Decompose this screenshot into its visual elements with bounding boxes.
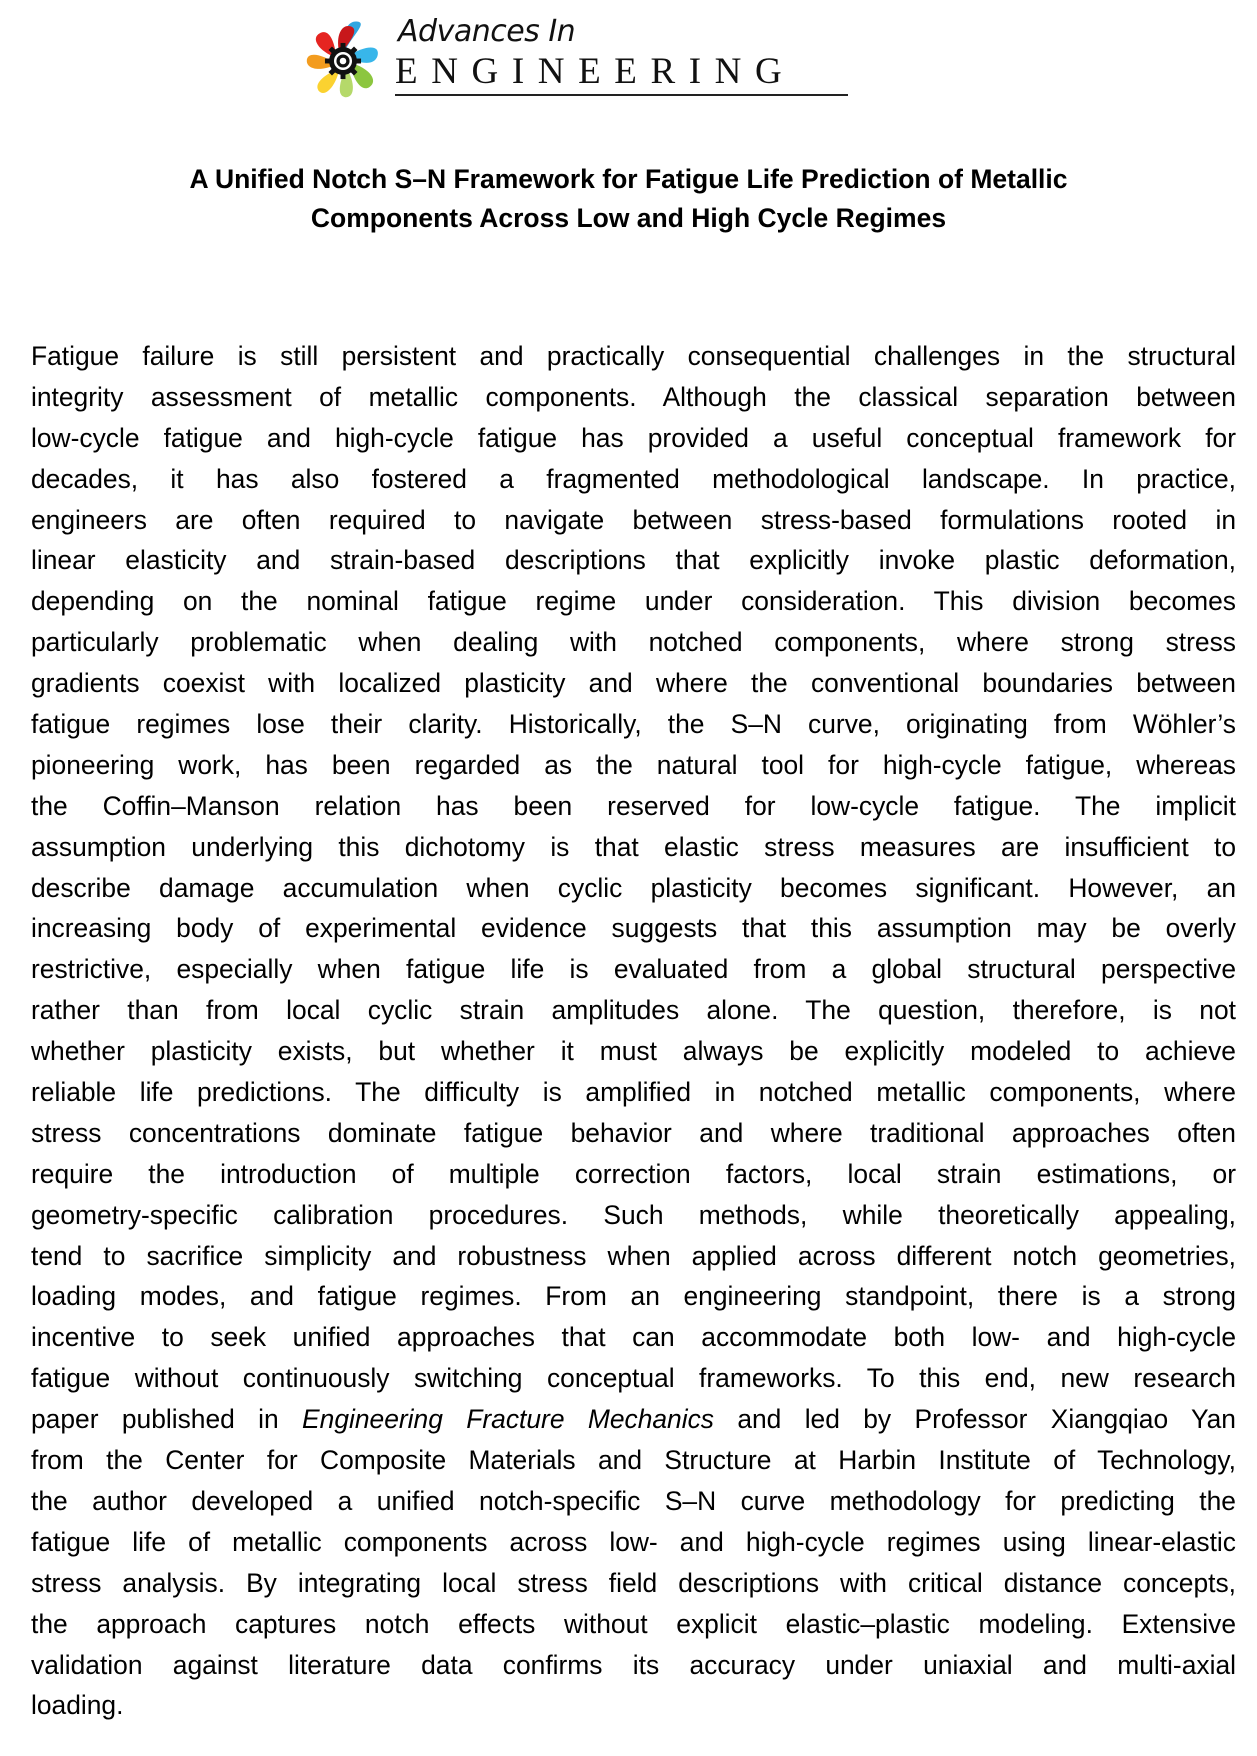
article-title [0, 160, 1257, 238]
body-line: fatigue regimes lose their clarity. Historically, the S–N curve, originating from Wöhler’s [31, 709, 1236, 740]
body-line: fatigue without continuously switching conceptual frameworks. To this end, new research [31, 1363, 1236, 1394]
brand-underline [395, 94, 848, 96]
body-line: whether plasticity exists, but whether it must always be explicitly modeled to achieve [31, 1036, 1236, 1067]
brand-name-engineering: ENGINEERING [395, 51, 796, 92]
body-line: linear elasticity and strain-based descriptions that explicitly invoke plastic deformation, [31, 545, 1236, 576]
body-line-journal [31, 1399, 1236, 1440]
body-line: depending on the nominal fatigue regime under consideration. This division becomes [31, 586, 1236, 617]
body-line: increasing body of experimental evidence suggests that this assumption may be overly [31, 913, 1236, 944]
body-line: the approach captures notch effects without explicit elastic–plastic modeling. Extensive [31, 1608, 1236, 1639]
body-line: restrictive, especially when fatigue life is evaluated from a global structural perspective [31, 954, 1236, 985]
body-line: decades, it has also fostered a fragmented methodological landscape. In practice, [31, 463, 1236, 494]
gear-flower-logo-icon [302, 20, 384, 102]
body-line: describe damage accumulation when cyclic plasticity becomes significant. However, an [31, 872, 1236, 903]
body-line: validation against literature data confirms its accuracy under uniaxial and multi-axial [31, 1649, 1236, 1680]
article-title-line: Components Across Low and High Cycle Regimes [310, 203, 947, 233]
logo-gear-hole [340, 58, 347, 65]
brand-name-advances-in: Advances In [398, 14, 576, 49]
body-line: fatigue life of metallic components across low- and high-cycle regimes using linear-elastic [31, 1526, 1236, 1557]
body-line: the author developed a unified notch-specific S–N curve methodology for predicting the [31, 1485, 1236, 1516]
body-line: require the introduction of multiple correction factors, local strain estimations, or [31, 1158, 1236, 1189]
body-line: Fatigue failure is still persistent and practically consequential challenges in the structural [31, 341, 1236, 371]
body-line: from the Center for Composite Materials and Structure at Harbin Institute of Technology, [31, 1445, 1236, 1476]
body-line: tend to sacrifice simplicity and robustness when applied across different notch geometries, [31, 1240, 1236, 1271]
body-line-last: loading. [31, 1690, 124, 1721]
body-line: engineers are often required to navigate between stress-based formulations rooted in [31, 504, 1236, 535]
body-line: pioneering work, has been regarded as the natural tool for high-cycle fatigue, whereas [31, 749, 1236, 780]
article-body [31, 336, 1236, 1726]
body-line: stress concentrations dominate fatigue behavior and where traditional approaches often [31, 1117, 1236, 1148]
body-line: loading modes, and fatigue regimes. From an engineering standpoint, there is a strong [31, 1281, 1236, 1312]
journal-line-after: and led by Professor Xiangqiao Yan [713, 1404, 1236, 1435]
article-title-line: A Unified Notch S–N Framework for Fatigue Life Prediction of Metallic [189, 164, 1068, 194]
journal-name: Engineering Fracture Mechanics [302, 1404, 714, 1435]
body-line: integrity assessment of metallic components. Although the classical separation between [31, 381, 1236, 412]
body-line: geometry-specific calibration procedures. Such methods, while theoretically appealing, [31, 1199, 1236, 1230]
body-line: gradients coexist with localized plasticity and where the conventional boundaries between [31, 668, 1236, 699]
body-line: particularly problematic when dealing with notched components, where strong stress [31, 627, 1236, 658]
site-header [0, 0, 1257, 110]
body-line: stress analysis. By integrating local stress field descriptions with critical distance concepts, [31, 1567, 1236, 1598]
body-line: the Coffin–Manson relation has been reserved for low-cycle fatigue. The implicit [31, 790, 1236, 821]
journal-line-before: paper published in [31, 1404, 303, 1435]
body-line: assumption underlying this dichotomy is that elastic stress measures are insufficient to [31, 831, 1236, 862]
body-line: rather than from local cyclic strain amplitudes alone. The question, therefore, is not [31, 995, 1236, 1026]
body-line: incentive to seek unified approaches that can accommodate both low- and high-cycle [31, 1322, 1236, 1353]
body-line: reliable life predictions. The difficulty is amplified in notched metallic components, where [31, 1077, 1236, 1108]
body-line: low-cycle fatigue and high-cycle fatigue has provided a useful conceptual framework for [31, 422, 1236, 453]
